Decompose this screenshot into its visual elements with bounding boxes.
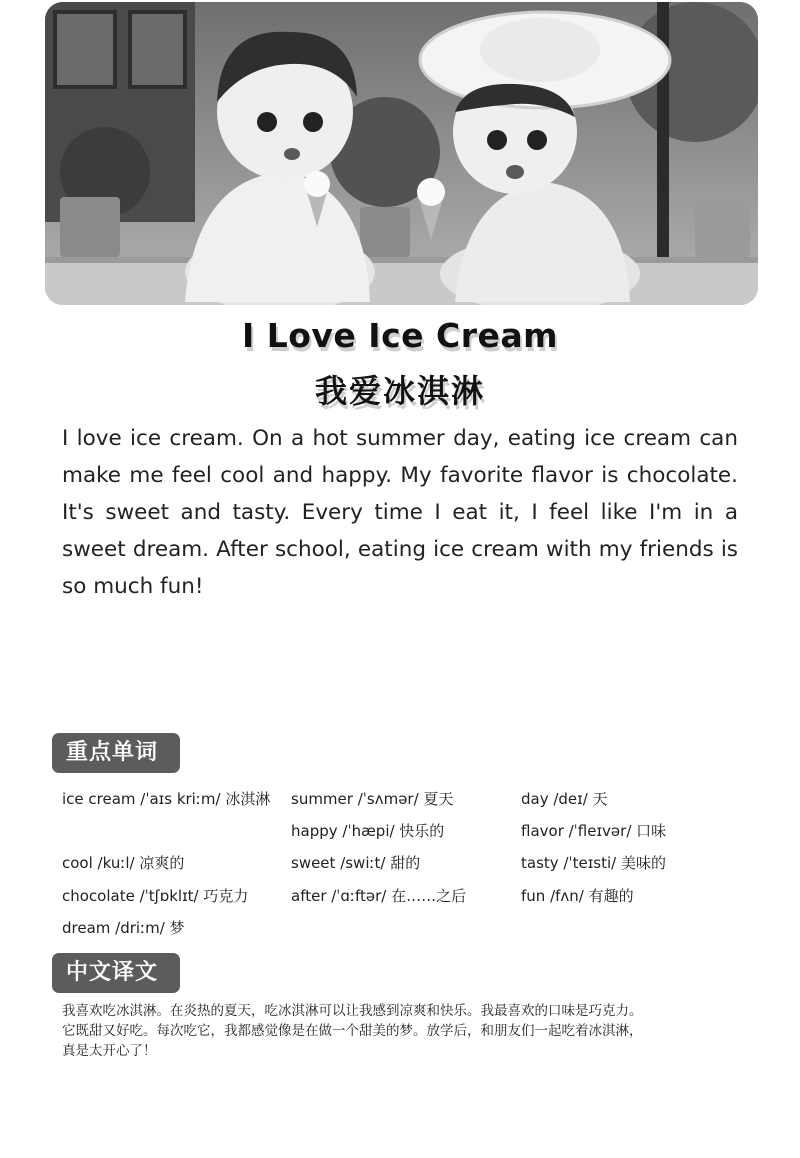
illustration-children-eating-ice-cream — [45, 2, 758, 305]
vocab-item: fun /fʌn/ 有趣的 — [521, 887, 634, 905]
vocab-item: happy /ˈhæpi/ 快乐的 — [291, 822, 445, 840]
chinese-translation: 我喜欢吃冰淇淋。在炎热的夏天，吃冰淇淋可以让我感到凉爽和快乐。我最喜欢的口味是巧克力。它既甜又好吃。每次吃它，我都感觉像是在做一个甜美的梦。放学后，和朋友们一起吃着冰淇淋，真是太开心了！ — [62, 1003, 643, 1059]
vocab-section-label: 重点单词 — [52, 733, 180, 773]
title-chinese: 我爱冰淇淋 — [314, 372, 485, 410]
vocab-item: tasty /ˈteɪsti/ 美味的 — [521, 854, 666, 872]
vocab-item: flavor /ˈfleɪvər/ 口味 — [521, 822, 667, 840]
title-english: I Love Ice Cream — [241, 316, 559, 355]
vocab-item: day /deɪ/ 天 — [521, 790, 608, 808]
reading-passage: I love ice cream. On a hot summer day, eating ice cream can make me feel cool and happy. My favorite flavor is chocolate. It's sweet and tasty. Every time I eat it, I feel like I'm in a sweet dream. After school, eating ice cream with my friends is so much fun! — [62, 426, 738, 599]
vocab-item: sweet /swiːt/ 甜的 — [291, 854, 421, 872]
vocab-item: dream /driːm/ 梦 — [62, 919, 185, 937]
vocab-item: ice cream /ˈaɪs kriːm/ 冰淇淋 — [62, 790, 271, 808]
vocab-item: cool /kuːl/ 凉爽的 — [62, 854, 185, 872]
vocab-item: summer /ˈsʌmər/ 夏天 — [291, 790, 454, 808]
vocab-item: after /ˈɑːftər/ 在……之后 — [291, 887, 467, 905]
translation-section-label: 中文译文 — [52, 953, 180, 993]
vocab-item: chocolate /ˈtʃɒklɪt/ 巧克力 — [62, 887, 249, 905]
